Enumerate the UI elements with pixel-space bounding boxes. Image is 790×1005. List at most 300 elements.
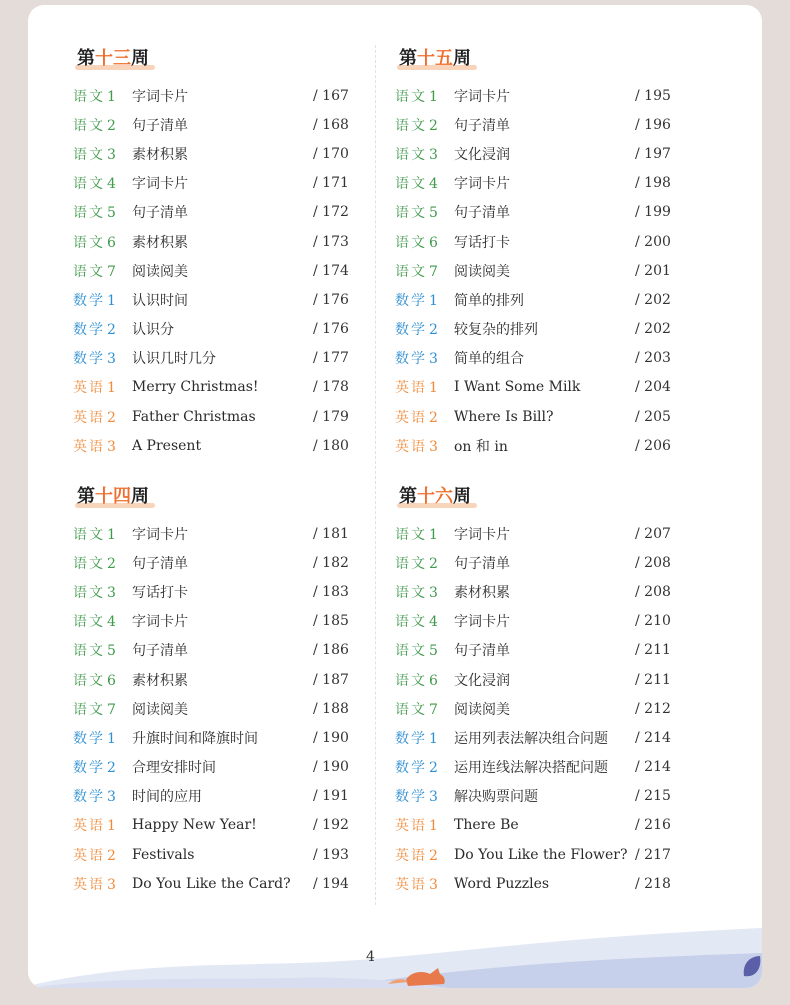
title-prefix: 第 (399, 48, 417, 69)
page-reference: / 183 (313, 583, 349, 600)
lesson-topic: 素材积累 (132, 672, 188, 689)
subject-index: 2 (107, 760, 116, 777)
subject-name: 英语 (73, 876, 105, 893)
subject-label (73, 115, 132, 135)
lesson-row-math[interactable] (395, 315, 685, 344)
subject-name: 英语 (73, 847, 105, 864)
subject-name: 语文 (395, 643, 427, 660)
subject-name: 数学 (395, 322, 427, 339)
lesson-row-chinese[interactable] (73, 81, 363, 110)
subject-index: 2 (107, 555, 116, 572)
week-13-section (73, 42, 363, 460)
subject-label (395, 173, 454, 193)
page-reference: / 173 (313, 233, 349, 250)
lesson-topic: Word Puzzles (454, 875, 550, 892)
subject-label (73, 786, 132, 806)
subject-label (73, 553, 132, 573)
lesson-row-math[interactable] (395, 782, 685, 811)
subject-name: 语文 (395, 614, 427, 631)
lesson-topic: 字词卡片 (132, 88, 188, 105)
lesson-row-english[interactable] (395, 840, 685, 869)
page-reference: / 208 (635, 583, 671, 600)
lesson-row-math[interactable] (73, 753, 363, 782)
lesson-topic: 字词卡片 (454, 614, 510, 631)
subject-name: 语文 (73, 234, 105, 251)
lesson-row-english[interactable] (395, 811, 685, 840)
subject-index: 1 (429, 526, 438, 543)
subject-index: 6 (107, 672, 116, 689)
subject-index: 3 (429, 789, 438, 806)
subject-index: 1 (107, 380, 116, 397)
lesson-row-english[interactable] (73, 402, 363, 431)
lesson-topic: 字词卡片 (454, 88, 510, 105)
week-title (395, 42, 685, 72)
page-reference: / 204 (635, 379, 671, 396)
page-reference: / 211 (635, 642, 671, 659)
lesson-row-english[interactable] (73, 811, 363, 840)
subject-label (73, 173, 132, 193)
subject-label (73, 86, 132, 106)
lesson-topic: 运用连线法解决搭配问题 (454, 760, 608, 777)
title-number: 十四 (95, 486, 131, 507)
lesson-topic: 句子清单 (454, 117, 510, 134)
title-number: 十三 (95, 48, 131, 69)
subject-index: 3 (429, 584, 438, 601)
subject-name: 数学 (395, 789, 427, 806)
lesson-row-chinese[interactable] (73, 577, 363, 606)
subject-label (73, 728, 132, 748)
lesson-row-english[interactable] (73, 869, 363, 898)
subject-name: 语文 (395, 88, 427, 105)
lesson-topic: 认识时间 (132, 292, 188, 309)
snow-hills-illustration (28, 898, 762, 988)
page-reference: / 193 (313, 846, 349, 863)
lesson-topic: 阅读阅美 (454, 701, 510, 718)
subject-label (73, 202, 132, 222)
subject-index: 2 (429, 322, 438, 339)
lesson-topic: 字词卡片 (454, 526, 510, 543)
title-suffix: 周 (453, 486, 471, 507)
subject-label (395, 436, 454, 456)
subject-label (395, 553, 454, 573)
subject-name: 英语 (73, 409, 105, 426)
subject-index: 3 (107, 789, 116, 806)
lesson-topic: 解决购票问题 (454, 789, 538, 806)
subject-name: 数学 (395, 292, 427, 309)
subject-name: 英语 (395, 380, 427, 397)
lesson-topic: 认识分 (132, 322, 174, 339)
subject-index: 3 (107, 876, 116, 893)
lesson-list (73, 81, 363, 460)
page-reference: / 179 (313, 408, 349, 425)
page-reference: / 168 (313, 116, 349, 133)
lesson-row-math[interactable] (73, 344, 363, 373)
lesson-row-chinese[interactable] (395, 110, 685, 139)
week-title-text (77, 482, 149, 508)
subject-label (395, 290, 454, 310)
lesson-row-chinese[interactable] (395, 607, 685, 636)
lesson-topic: 较复杂的排列 (454, 322, 538, 339)
column-divider (375, 45, 376, 905)
subject-name: 语文 (395, 205, 427, 222)
lesson-row-chinese[interactable] (73, 110, 363, 139)
lesson-topic: 文化浸润 (454, 146, 510, 163)
lesson-row-chinese[interactable] (395, 169, 685, 198)
page-reference: / 206 (635, 437, 671, 454)
lesson-list (73, 519, 363, 898)
lesson-topic: 句子清单 (132, 205, 188, 222)
subject-label (395, 232, 454, 252)
week-16-section (395, 480, 685, 898)
subject-name: 数学 (73, 351, 105, 368)
subject-name: 数学 (395, 760, 427, 777)
subject-label (395, 319, 454, 339)
subject-label (395, 407, 454, 427)
lesson-row-chinese[interactable] (395, 139, 685, 168)
subject-name: 语文 (73, 176, 105, 193)
subject-index: 4 (107, 176, 116, 193)
subject-label (395, 611, 454, 631)
lesson-topic: 素材积累 (454, 584, 510, 601)
page-reference: / 205 (635, 408, 671, 425)
subject-name: 英语 (395, 409, 427, 426)
subject-name: 语文 (395, 555, 427, 572)
lesson-topic: 写话打卡 (454, 234, 510, 251)
lesson-topic: 时间的应用 (132, 789, 202, 806)
page-reference: / 190 (313, 759, 349, 776)
subject-index: 3 (107, 584, 116, 601)
subject-index: 4 (429, 614, 438, 631)
subject-label (395, 786, 454, 806)
subject-label (395, 699, 454, 719)
subject-label (395, 115, 454, 135)
subject-index: 1 (429, 380, 438, 397)
subject-label (73, 319, 132, 339)
page-reference: / 185 (313, 613, 349, 630)
lesson-row-chinese[interactable] (395, 81, 685, 110)
subject-label (395, 261, 454, 281)
lesson-row-chinese[interactable] (73, 519, 363, 548)
subject-label (395, 348, 454, 368)
lesson-topic: 句子清单 (132, 643, 188, 660)
page-reference: / 214 (635, 729, 671, 746)
lesson-row-math[interactable] (73, 315, 363, 344)
subject-name: 数学 (73, 322, 105, 339)
lesson-row-chinese[interactable] (395, 577, 685, 606)
lesson-row-chinese[interactable] (73, 636, 363, 665)
lesson-topic: 字词卡片 (454, 176, 510, 193)
subject-label (395, 144, 454, 164)
lesson-row-chinese[interactable] (395, 256, 685, 285)
lesson-row-chinese[interactable] (73, 665, 363, 694)
subject-index: 1 (107, 88, 116, 105)
subject-index: 6 (107, 234, 116, 251)
lesson-row-chinese[interactable] (395, 548, 685, 577)
lesson-row-english[interactable] (395, 402, 685, 431)
subject-index: 2 (429, 555, 438, 572)
subject-label (395, 640, 454, 660)
page-reference: / 203 (635, 350, 671, 367)
subject-label (395, 377, 454, 397)
lesson-topic: There Be (454, 817, 519, 834)
lesson-row-chinese[interactable] (73, 139, 363, 168)
subject-index: 7 (429, 701, 438, 718)
subject-name: 语文 (395, 234, 427, 251)
subject-index: 2 (429, 409, 438, 426)
week-title (395, 480, 685, 510)
subject-name: 语文 (73, 672, 105, 689)
subject-index: 7 (107, 263, 116, 280)
lesson-row-chinese[interactable] (395, 694, 685, 723)
lesson-topic: 句子清单 (454, 205, 510, 222)
title-suffix: 周 (131, 48, 149, 69)
page-reference: / 202 (635, 321, 671, 338)
subject-label (395, 582, 454, 602)
lesson-topic: 阅读阅美 (454, 263, 510, 280)
lesson-topic: I Want Some Milk (454, 379, 581, 396)
page-reference: / 167 (313, 87, 349, 104)
page-reference: / 195 (635, 87, 671, 104)
subject-index: 2 (107, 117, 116, 134)
subject-label (73, 290, 132, 310)
title-prefix: 第 (77, 486, 95, 507)
subject-name: 数学 (73, 760, 105, 777)
page-reference: / 201 (635, 262, 671, 279)
page-reference: / 176 (313, 321, 349, 338)
subject-label (73, 377, 132, 397)
subject-name: 语文 (73, 146, 105, 163)
lesson-topic: 字词卡片 (132, 526, 188, 543)
page-reference: / 180 (313, 437, 349, 454)
subject-name: 语文 (395, 263, 427, 280)
subject-label (395, 524, 454, 544)
subject-index: 3 (429, 876, 438, 893)
page-reference: / 186 (313, 642, 349, 659)
lesson-row-english[interactable] (73, 373, 363, 402)
lesson-row-math[interactable] (395, 285, 685, 314)
lesson-row-math[interactable] (395, 723, 685, 752)
lesson-topic: 文化浸润 (454, 672, 510, 689)
lesson-row-chinese[interactable] (73, 169, 363, 198)
subject-index: 1 (107, 292, 116, 309)
week-title-text (77, 44, 149, 70)
subject-name: 数学 (73, 730, 105, 747)
subject-index: 7 (429, 263, 438, 280)
subject-label (73, 699, 132, 719)
subject-index: 1 (107, 818, 116, 835)
lesson-topic: 阅读阅美 (132, 701, 188, 718)
lesson-row-math[interactable] (395, 753, 685, 782)
page-reference: / 170 (313, 145, 349, 162)
subject-index: 3 (107, 351, 116, 368)
lesson-row-math[interactable] (73, 285, 363, 314)
subject-name: 英语 (73, 438, 105, 455)
subject-label (395, 815, 454, 835)
page-reference: / 202 (635, 291, 671, 308)
page-reference: / 211 (635, 671, 671, 688)
subject-name: 语文 (73, 263, 105, 280)
subject-label (395, 874, 454, 894)
subject-index: 5 (107, 643, 116, 660)
lesson-row-chinese[interactable] (395, 519, 685, 548)
title-prefix: 第 (77, 48, 95, 69)
lesson-row-math[interactable] (395, 344, 685, 373)
page-reference: / 187 (313, 671, 349, 688)
week-title (73, 480, 363, 510)
subject-index: 3 (429, 351, 438, 368)
title-suffix: 周 (131, 486, 149, 507)
subject-name: 语文 (73, 526, 105, 543)
subject-name: 语文 (73, 643, 105, 660)
subject-index: 2 (107, 409, 116, 426)
lesson-row-math[interactable] (73, 782, 363, 811)
lesson-row-english[interactable] (73, 840, 363, 869)
subject-index: 5 (107, 205, 116, 222)
subject-index: 4 (107, 614, 116, 631)
subject-name: 数学 (73, 789, 105, 806)
contents-page (28, 5, 762, 988)
subject-label (73, 611, 132, 631)
lesson-topic: Happy New Year! (132, 817, 257, 834)
page-reference: / 218 (635, 875, 671, 892)
subject-index: 5 (429, 205, 438, 222)
page-reference: / 171 (313, 175, 349, 192)
subject-name: 语文 (395, 117, 427, 134)
lesson-row-chinese[interactable] (395, 227, 685, 256)
lesson-topic: 字词卡片 (132, 176, 188, 193)
subject-index: 2 (429, 760, 438, 777)
subject-name: 语文 (73, 584, 105, 601)
subject-index: 2 (429, 847, 438, 864)
lesson-topic: 句子清单 (454, 643, 510, 660)
page-reference: / 198 (635, 175, 671, 192)
subject-index: 2 (107, 322, 116, 339)
page-reference: / 177 (313, 350, 349, 367)
lesson-topic: A Present (132, 437, 202, 454)
page-reference: / 188 (313, 700, 349, 717)
page-reference: / 207 (635, 525, 671, 542)
title-suffix: 周 (453, 48, 471, 69)
lesson-topic: Father Christmas (132, 408, 256, 425)
lesson-topic: 句子清单 (454, 555, 510, 572)
subject-index: 3 (107, 438, 116, 455)
subject-name: 语文 (395, 701, 427, 718)
subject-name: 语文 (395, 146, 427, 163)
subject-index: 3 (429, 438, 438, 455)
lesson-topic: 运用列表法解决组合问题 (454, 730, 608, 747)
lesson-topic: 句子清单 (132, 117, 188, 134)
title-prefix: 第 (399, 486, 417, 507)
page-reference: / 181 (313, 525, 349, 542)
subject-name: 语文 (73, 614, 105, 631)
lesson-row-chinese[interactable] (73, 607, 363, 636)
subject-label (395, 202, 454, 222)
lesson-topic: 认识几时几分 (132, 351, 216, 368)
week-title (73, 42, 363, 72)
page-reference: / 182 (313, 554, 349, 571)
subject-name: 语文 (395, 584, 427, 601)
subject-index: 2 (107, 847, 116, 864)
lesson-list (395, 81, 685, 460)
subject-label (395, 845, 454, 865)
subject-label (73, 845, 132, 865)
lesson-row-chinese[interactable] (73, 694, 363, 723)
lesson-topic: Where Is Bill? (454, 408, 554, 425)
lesson-row-chinese[interactable] (73, 227, 363, 256)
subject-label (73, 670, 132, 690)
subject-label (73, 757, 132, 777)
subject-name: 语文 (395, 526, 427, 543)
subject-index: 1 (429, 730, 438, 747)
page-reference: / 214 (635, 759, 671, 776)
lesson-topic: 升旗时间和降旗时间 (132, 730, 258, 747)
subject-index: 2 (429, 117, 438, 134)
subject-name: 英语 (73, 380, 105, 397)
subject-index: 1 (107, 730, 116, 747)
lesson-row-chinese[interactable] (395, 665, 685, 694)
title-number: 十五 (417, 48, 453, 69)
subject-name: 英语 (395, 438, 427, 455)
subject-index: 3 (107, 146, 116, 163)
lesson-list (395, 519, 685, 898)
subject-index: 1 (429, 88, 438, 105)
page-reference: / 216 (635, 817, 671, 834)
page-reference: / 194 (313, 875, 349, 892)
subject-name: 语文 (73, 88, 105, 105)
page-reference: / 178 (313, 379, 349, 396)
lesson-topic: Do You Like the Flower? (454, 846, 628, 863)
page-number: 4 (366, 949, 375, 965)
subject-index: 6 (429, 234, 438, 251)
lesson-row-math[interactable] (73, 723, 363, 752)
lesson-row-chinese[interactable] (395, 198, 685, 227)
subject-label (73, 407, 132, 427)
subject-label (73, 261, 132, 281)
lesson-row-english[interactable] (395, 869, 685, 898)
lesson-row-english[interactable] (73, 431, 363, 460)
subject-label (73, 640, 132, 660)
lesson-topic: 简单的排列 (454, 292, 524, 309)
subject-name: 语文 (73, 555, 105, 572)
lesson-row-english[interactable] (395, 431, 685, 460)
lesson-row-chinese[interactable] (73, 256, 363, 285)
lesson-topic: Merry Christmas! (132, 379, 259, 396)
page-reference: / 176 (313, 291, 349, 308)
subject-label (395, 728, 454, 748)
subject-label (73, 524, 132, 544)
lesson-topic: 句子清单 (132, 555, 188, 572)
page-reference: / 215 (635, 788, 671, 805)
page-reference: / 200 (635, 233, 671, 250)
subject-label (73, 436, 132, 456)
lesson-row-chinese[interactable] (73, 548, 363, 577)
page-reference: / 191 (313, 788, 349, 805)
lesson-topic: 字词卡片 (132, 614, 188, 631)
lesson-topic: 素材积累 (132, 234, 188, 251)
subject-index: 1 (429, 292, 438, 309)
lesson-row-chinese[interactable] (395, 636, 685, 665)
subject-label (73, 582, 132, 602)
subject-label (73, 874, 132, 894)
title-number: 十六 (417, 486, 453, 507)
subject-name: 数学 (395, 351, 427, 368)
subject-label (395, 86, 454, 106)
subject-index: 1 (107, 526, 116, 543)
lesson-row-chinese[interactable] (73, 198, 363, 227)
week-title-text (399, 482, 471, 508)
subject-name: 英语 (395, 818, 427, 835)
lesson-row-english[interactable] (395, 373, 685, 402)
